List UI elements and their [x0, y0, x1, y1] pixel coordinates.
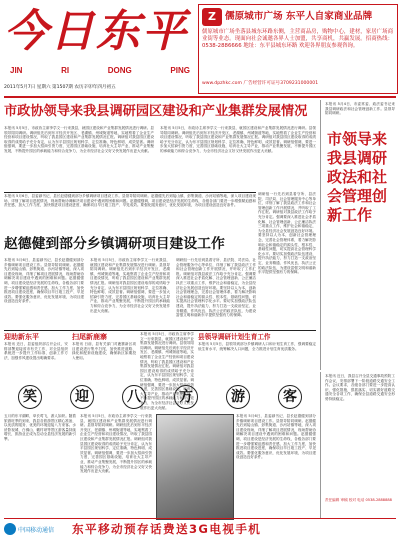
second-body-left: 本报讯 5月6日，县委副书记、县长赵德健到部分乡镇调研项目建设工作。县领导陪同调研。赵德健先后到接山镇、彭集街道、沙河站镇等地，深入项目建设现场，详细了解项目进展情况，现场帮助协调解决项目建设中遇到的困难和问题。赵德健强调，项目建设是经济发展的生命线，各级各部门要进一步增强紧迫感和责任感，加大工作力度，加快推进项目建设进度，确保项目早日竣工投产、早见成效。要强化服务意识，优化发展环境，为项目建设创造良好条件。	[4, 258, 84, 304]
feature-char-2: 迎	[70, 385, 94, 409]
lead-body-right: 本报讯 5月5日，市政协主席李学文一行来我县，就园区建设和产业集群发展情况进行调研。县领导陪同调研。调研组先后到东平经济开发区、老湖镇、州城街道等地，实地察看了企业生产经营和项目建设情况，听取了我县园区建设和产业集群发展情况汇报。调研组对我县园区建设取得的成绩给予充分肯定，认为东平县园区规划科学、定位准确、特色鲜明、成效显著。调研组强调，要进一步加大招商引资力度，完善园区基础设施，培育壮大主导产业，推动产业集聚发展，不断提升园区的承载能力和综合竞争力，为全市经济社会又好又快发展作出更大贡献。	[160, 126, 316, 153]
ad-headline: 儒原城市广场 东平人自家商业品牌	[225, 11, 373, 22]
mobile-logo	[4, 521, 66, 537]
mid-story-2	[72, 332, 136, 382]
pinyin-4: PING	[170, 66, 190, 75]
feature-char-5: 游	[226, 385, 250, 409]
second-body-mid: 本报讯 5月5日，市政协主席李学文一行来我县，就园区建设和产业集群发展情况进行调研。县领导陪同调研。调研组先后到东平经济开发区、老湖镇、州城街道等地，实地察看了企业生产经营和项目建设情况，听取了我县园区建设和产业集群发展情况汇报。调研组对我县园区建设取得的成绩给予充分肯定，认为东平县园区规划科学、定位准确、特色鲜明、成效显著。调研组强调，要进一步加大招商引资力度，完善园区基础设施，培育壮大主导产业，推动产业集聚发展，不断提升园区的承载能力和综合竞争力，为全市经济社会又好又快发展作出更大贡献。	[90, 258, 170, 313]
mid-filler-body: 本报讯 5月5日，市政协主席李学文一行来我县，就园区建设和产业集群发展情况进行调研。县领导陪同调研。调研组先后到东平经济开发区、老湖镇、州城街道等地，实地察看了企业生产经营和项目建设情况，听取了我县园区建设和产业集群发展情况汇报。调研组对我县园区建设取得的成绩给予充分肯定，认为东平县园区规划科学、定位准确、特色鲜明、成效显著。调研组强调，要进一步加大招商引资力度，完善园区基础设施，培育壮大主导产业，推动产业集聚发展，不断提升园区的承载能力和综合竞争力，为全市经济社会又好又快发展作出更大贡献。	[140, 332, 194, 410]
mid-story-1	[4, 332, 68, 382]
masthead-pinyin	[10, 66, 190, 75]
side-column	[320, 100, 397, 370]
footer-slogan: 东平移动预存话费送3G电视手机	[72, 522, 262, 536]
lead-body-left: 本报讯 5月5日，市政协主席李学文一行来我县，就园区建设和产业集群发展情况进行调研。县领导陪同调研。调研组先后到东平经济开发区、老湖镇、州城街道等地，实地察看了企业生产经营和项目建设情况，听取了我县园区建设和产业集群发展情况汇报。调研组对我县园区建设取得的成绩给予充分肯定，认为东平县园区规划科学、定位准确、特色鲜明、成效显著。调研组强调，要进一步加大招商引资力度，完善园区基础设施，培育壮大主导产业，推动产业集聚发展，不断提升园区的承载能力和综合竞争力，为全市经济社会又好又快发展作出更大贡献。	[4, 126, 154, 153]
side-headline: 市领导来我县调研政法和社会管理创新工作	[327, 130, 388, 224]
right-lower	[320, 372, 397, 518]
mid-story-3-body: 本报讯 5月5日，县领导到部分乡镇调研人口和计划生育工作，强调要稳定低生育水平，统筹解决人口问题，全力推进计划生育优质服务。	[198, 342, 316, 351]
mobile-logo-icon	[4, 523, 16, 535]
footer-rule	[4, 518, 396, 519]
footer-ad	[4, 520, 396, 538]
lead-story	[4, 100, 316, 192]
feature-char-1: 笑	[18, 385, 42, 409]
second-story	[4, 194, 256, 326]
pinyin-1: JIN	[10, 66, 23, 75]
feature-char-6: 客	[278, 385, 302, 409]
masthead	[4, 4, 194, 96]
feature-body-2: 本报讯 5月5日，市政协主席李学文一行来我县，就园区建设和产业集群发展情况进行调研。县领导陪同调研。调研组先后到东平经济开发区、老湖镇、州城街道等地，实地察看了企业生产经营和项目建设情况，听取了我县园区建设和产业集群发展情况汇报。调研组对我县园区建设取得的成绩给予充分肯定，认为东平县园区规划科学、定位准确、特色鲜明、成效显著。调研组强调，要进一步加大招商引资力度，完善园区基础设施，培育壮大主导产业，推动产业集聚发展，不断提升园区的承载能力和综合竞争力，为全市经济社会又好又快发展作出更大贡献。	[80, 414, 152, 474]
mid-filler	[140, 332, 194, 410]
divider-2	[4, 330, 316, 331]
issue-line: 2011年5月7日 星期六 第1507期 农历辛卯年四月初五	[4, 85, 116, 90]
mid-story-3-title: 县领导调研计划生育工作	[198, 333, 271, 341]
masthead-title: 今日东平	[4, 6, 188, 57]
divider-1	[4, 192, 256, 193]
ad-body: 儒原城市广场坐落县城东环路东侧，主营商品房，购物中心，建材，家居广场商业街等业态。现面向社会诚邀各界人士加盟，共享商机，共赢发展。招商热线：0538-2886666 地址：东平县城东环路 欢迎各界朋友参观咨询。	[202, 29, 393, 50]
feature-char-3: 八	[122, 385, 146, 409]
ad-banner	[198, 4, 398, 94]
second-body-right: 调研组一行先后到县看守所、县法院、司法局、社会管理服务中心等单位，详细了解了我县政法工作和社会管理创新工作开展情况，并听取了工作汇报。调研组对我县政法工作给予充分肯定。强调要深入推进社会矛盾化解、社会管理创新、公正廉洁执法三项重点工作，维护社会和谐稳定，为全县经济社会发展创造良好环境。要坚持以人为本，创新社会管理理念，完善社会管理体系，着力解决影响社会和谐稳定的源头性、根本性、基础性问题，切实提高社会管理科学化水平。要切实加强政法队伍建设，提升执法能力，努力打造一支政治坚定、业务精通、作风优良、执法公正的政法队伍，为建设富强文明和谐新东平提供坚强有力的保障。	[176, 258, 256, 318]
mid-story-3	[198, 332, 316, 382]
feature-body-3: 本报讯 5月6日，县委副书记、县长赵德健到部分乡镇调研项目建设工作。县领导陪同调研。赵德健先后到接山镇、彭集街道、沙河站镇等地，深入项目建设现场，详细了解项目进展情况，现场帮助协调解决项目建设中遇到的困难和问题。赵德健强调，项目建设是经济发展的生命线，各级各部门要进一步增强紧迫感和责任感，加大工作力度，加快推进项目建设进度，确保项目早日竣工投产、早见成效。要强化服务意识，优化发展环境，为项目建设创造良好条件。	[236, 414, 316, 460]
second-body-top: 本报讯 5月6日，县委副书记、县长赵德健到部分乡镇调研项目建设工作。县领导陪同调研。赵德健先后到接山镇、彭集街道、沙河站镇等地，深入项目建设现场，详细了解项目进展情况，现场帮助协调解决项目建设中遇到的困难和问题。赵德健强调，项目建设是经济发展的生命线，各级各部门要进一步增强紧迫感和责任感，加大工作力度，加快推进项目建设进度，确保项目早日竣工投产、早见成效。要强化服务意识，优化发展环境，为项目建设创造良好条件。	[4, 194, 256, 208]
right-lower-body: 本报讯 近日，我县召开全县交通事故预防工作会议，安排部署下一阶段道路交通安全工作。会议要求，各级各部门要进一步提高认识，强化措施，狠抓落实，切实做好道路交通安全各项工作，确保全县道路交通安全形势持续稳定。	[325, 374, 395, 401]
mid-story-2-title: 扫尾新鹿寨	[72, 333, 107, 341]
pinyin-3: DONG	[107, 66, 132, 75]
mid-story-1-title: 迎助新东平	[4, 333, 39, 341]
lead-headline: 市政协领导来我县调研园区建设和产业集群发展情况	[4, 104, 308, 119]
feature-banner	[4, 384, 316, 410]
ad-website: www.dpzhkc.com 广告经营许可证号3709231000001	[202, 81, 319, 86]
mid-story-2-body: 本报讯 日前，县有关部门对鹿寨新区项目建设进行集中扫尾，加快推进道路、绿化和配套设施建设，确保新区如期投入使用。	[72, 342, 136, 360]
feature-char-4: 方	[174, 385, 198, 409]
ad-logo: Z	[202, 8, 222, 26]
feature-photo	[156, 414, 234, 520]
mid-story-1-body: 本报讯 近日，县委组织部召开会议，安排部署迎接省市有关工作，对全县组织系统进一步提升工作标准、创新工作方法、加强作风建设提出明确要求。	[4, 342, 68, 360]
masthead-rule	[4, 96, 396, 98]
mobile-logo-text: 中国移动通信	[18, 526, 55, 534]
feature-body-1: 五月的东平湖畔，草长莺飞，游人如织。随着旅游旺季的到来，我县各旅游景区精心准备，以优质的服务、优美的环境迎接八方来客。水浒影视城、白佛山、戴村坝等景区游客量持续增长，旅游业正成为拉动全县经济发展的新引擎。	[4, 414, 76, 441]
right-lower-editors: 责任编辑 审稿 校对 电话 0538-2888888	[325, 498, 392, 502]
pinyin-2: RI	[61, 66, 70, 75]
second-headline: 赵德健到部分乡镇调研项目建设工作	[4, 236, 225, 252]
side-intro: 本报讯 5月4日，市委常委、政法委书记来我县调研政法和社会管理创新工作。县领导陪同调研。	[325, 102, 395, 116]
side-body: 调研组一行先后到县看守所、县法院、司法局、社会管理服务中心等单位，详细了解了我县政法工作和社会管理创新工作开展情况，并听取了工作汇报。调研组对我县政法工作给予充分肯定。强调要深入推进社会矛盾化解、社会管理创新、公正廉洁执法三项重点工作，维护社会和谐稳定，为全县经济社会发展创造良好环境。要坚持以人为本，创新社会管理理念，完善社会管理体系，着力解决影响社会和谐稳定的源头性、根本性、基础性问题，切实提高社会管理科学化水平。要切实加强政法队伍建设，提升执法能力，努力打造一支政治坚定、业务精通、作风优良、执法公正的政法队伍，为建设富强文明和谐新东平提供坚强有力的保障。	[258, 192, 316, 275]
